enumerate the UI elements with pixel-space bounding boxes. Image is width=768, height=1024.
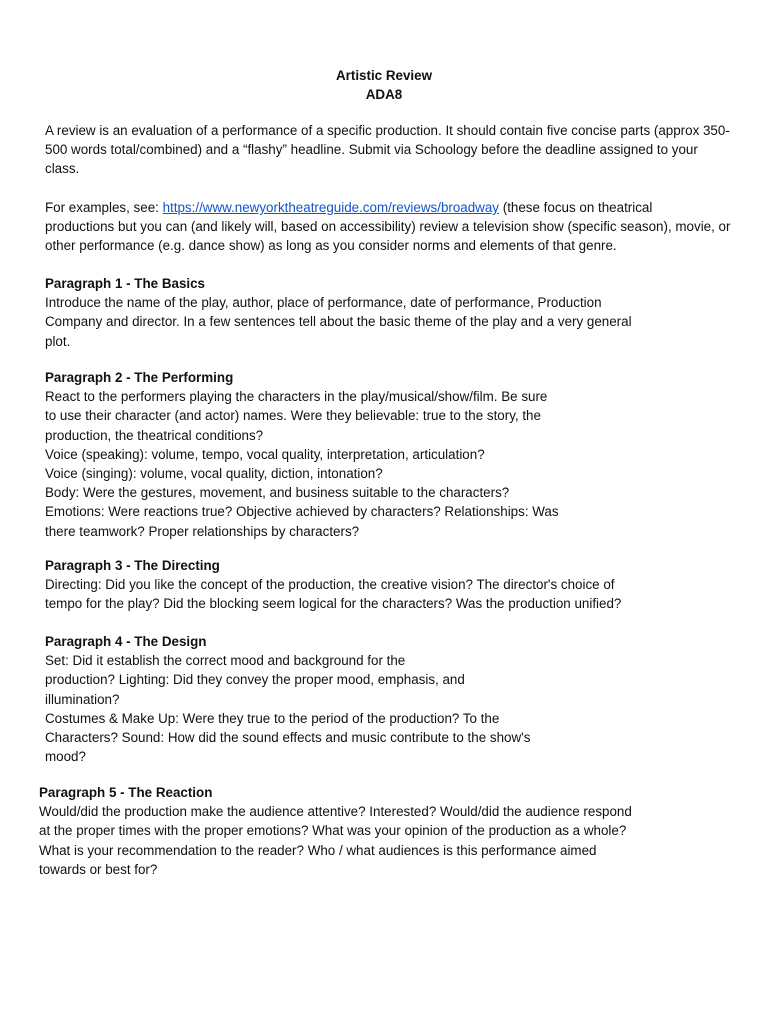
intro-line: A review is an evaluation of a performance of a specific production. It should contain five concise parts (approx 350-: [45, 123, 730, 138]
intro-paragraph: [45, 121, 730, 179]
paragraph-5-section: [39, 783, 632, 879]
paragraph-2-line: production, the theatrical conditions?: [45, 427, 264, 443]
examples-link[interactable]: https://www.newyorktheatreguide.com/reviews/broadway: [162, 200, 500, 215]
document-subtitle: ADA8: [365, 87, 403, 102]
intro-line: 500 words total/combined) and a “flashy” headline. Submit via Schoology before the deadline assigned to your: [45, 142, 698, 158]
paragraph-1-section: [45, 274, 632, 351]
paragraph-3-line: Directing: Did you like the concept of the production, the creative vision? The director's choice of: [45, 577, 615, 593]
paragraph-2-section: [45, 368, 559, 541]
paragraph-1-heading: Paragraph 1 - The Basics: [45, 276, 206, 291]
paragraph-4-line: Set: Did it establish the correct mood and background for the: [45, 653, 406, 669]
document-title: Artistic Review: [335, 68, 432, 83]
paragraph-5-heading: Paragraph 5 - The Reaction: [39, 785, 213, 800]
paragraph-3-section: [45, 556, 621, 614]
paragraph-4-section: [45, 632, 530, 766]
examples-line: other performance (e.g. dance show) as long as you consider norms and elements of that genre.: [45, 238, 617, 254]
examples-line: productions but you can (and likely will, based on accessibility) review a television show (specific season), movie, or: [45, 219, 731, 235]
examples-first-line: [45, 198, 730, 217]
paragraph-2-line: there teamwork? Proper relationships by characters?: [45, 523, 360, 539]
paragraph-3-line: tempo for the play? Did the blocking seem logical for the characters? Was the production unified?: [45, 596, 622, 612]
paragraph-5-line: at the proper times with the proper emotions? What was your opinion of the production as a whole?: [39, 823, 627, 839]
paragraph-4-heading: Paragraph 4 - The Design: [45, 634, 207, 649]
examples-suffix: (these focus on theatrical: [499, 200, 653, 215]
examples-prefix: For examples, see:: [45, 200, 163, 215]
paragraph-1-line: Company and director. In a few sentences tell about the basic theme of the play and a very general: [45, 314, 632, 330]
paragraph-4-line: production? Lighting: Did they convey the proper mood, emphasis, and: [45, 672, 465, 688]
paragraph-4-line: illumination?: [45, 691, 120, 707]
paragraph-2-line: Voice (singing): volume, vocal quality, diction, intonation?: [45, 466, 383, 482]
paragraph-2-line: React to the performers playing the characters in the play/musical/show/film. Be sure: [45, 389, 548, 405]
paragraph-2-line: Voice (speaking): volume, tempo, vocal quality, interpretation, articulation?: [45, 446, 485, 462]
paragraph-5-line: Would/did the production make the audience attentive? Interested? Would/did the audience respond: [39, 804, 632, 820]
paragraph-2-heading: Paragraph 2 - The Performing: [45, 370, 234, 385]
paragraph-4-line: mood?: [45, 749, 86, 765]
intro-line: class.: [45, 161, 80, 177]
paragraph-2-line: Emotions: Were reactions true? Objective achieved by characters? Relationships: Was: [45, 504, 559, 520]
paragraph-5-line: towards or best for?: [39, 861, 158, 877]
paragraph-4-line: Characters? Sound: How did the sound effects and music contribute to the show's: [45, 730, 531, 746]
paragraph-1-line: plot.: [45, 333, 71, 349]
paragraph-5-line: What is your recommendation to the reader? Who / what audiences is this performance aimed: [39, 842, 597, 858]
examples-paragraph: [45, 198, 730, 256]
title-block: [0, 66, 768, 104]
paragraph-3-heading: Paragraph 3 - The Directing: [45, 558, 220, 573]
paragraph-1-line: Introduce the name of the play, author, place of performance, date of performance, Production: [45, 295, 602, 311]
paragraph-2-line: to use their character (and actor) names. Were they believable: true to the story, the: [45, 408, 541, 424]
paragraph-2-line: Body: Were the gestures, movement, and business suitable to the characters?: [45, 485, 510, 501]
paragraph-4-line: Costumes & Make Up: Were they true to the period of the production? To the: [45, 710, 500, 726]
